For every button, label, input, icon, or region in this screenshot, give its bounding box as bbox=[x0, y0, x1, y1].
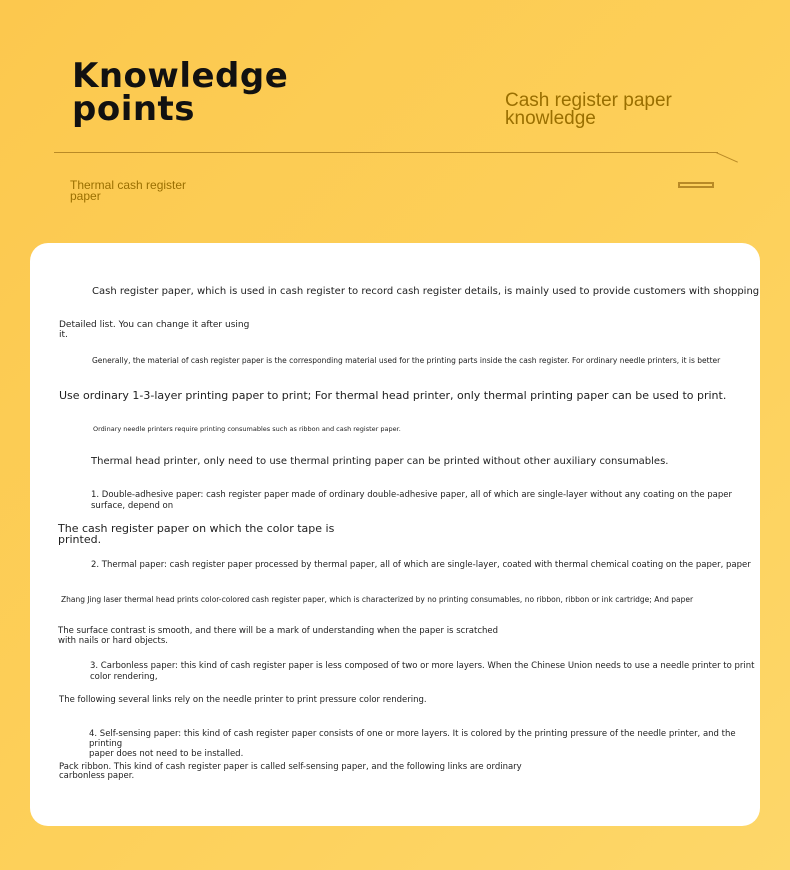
paragraph: Use ordinary 1-3-layer printing paper to print; For thermal head printer, only thermal printing paper can be used to print. bbox=[59, 389, 727, 402]
paragraph: The surface contrast is smooth, and there will be a mark of understanding when the paper is scratched with nails or hard objects. bbox=[58, 626, 499, 646]
section-subtitle: Cash register paper knowledge bbox=[505, 90, 672, 129]
page-title: Knowledge points bbox=[72, 56, 289, 129]
topic-caption: Thermal cash register paper bbox=[70, 178, 187, 203]
paragraph: Cash register paper, which is used in cash register to record cash register details, is mainly used to provide customers with shopping bbox=[92, 286, 760, 297]
paragraph: Thermal head printer, only need to use thermal printing paper can be printed without other auxiliary consumables. bbox=[91, 456, 669, 467]
header-divider bbox=[54, 152, 718, 153]
paragraph: Detailed list. You can change it after using it. bbox=[59, 320, 250, 340]
paragraph: 2. Thermal paper: cash register paper processed by thermal paper, all of which are single-layer, coated with thermal chemical coating on the paper, paper bbox=[91, 560, 751, 570]
paragraph: 4. Self-sensing paper: this kind of cash register paper consists of one or more layers. It is colored by the printing pressure of the needle printer, and the printing paper does not need to be installed. bbox=[89, 729, 736, 759]
header-divider-tail bbox=[716, 152, 738, 163]
paragraph: The cash register paper on which the color tape is printed. bbox=[58, 522, 335, 546]
paragraph: Pack ribbon. This kind of cash register paper is called self-sensing paper, and the following links are ordinary carbonless paper. bbox=[59, 762, 522, 781]
content-card bbox=[30, 243, 760, 826]
decorative-bar bbox=[678, 182, 714, 188]
paragraph: Zhang Jing laser thermal head prints color-colored cash register paper, which is characterized by no printing consumables, no ribbon, ribbon or ink cartridge; And paper bbox=[61, 595, 694, 604]
paragraph: Generally, the material of cash register paper is the corresponding material used for the printing parts inside the cash register. For ordinary needle printers, it is better bbox=[92, 356, 721, 365]
paragraph: The following several links rely on the needle printer to print pressure color rendering. bbox=[59, 695, 427, 705]
paragraph: 1. Double-adhesive paper: cash register paper made of ordinary double-adhesive paper, all of which are single-layer without any coating on the paper surface, depend on bbox=[91, 490, 732, 511]
paragraph: 3. Carbonless paper: this kind of cash register paper is less composed of two or more layers. When the Chinese Union needs to use a needle printer to print color rendering, bbox=[90, 661, 755, 682]
paragraph: Ordinary needle printers require printing consumables such as ribbon and cash register paper. bbox=[93, 425, 401, 433]
